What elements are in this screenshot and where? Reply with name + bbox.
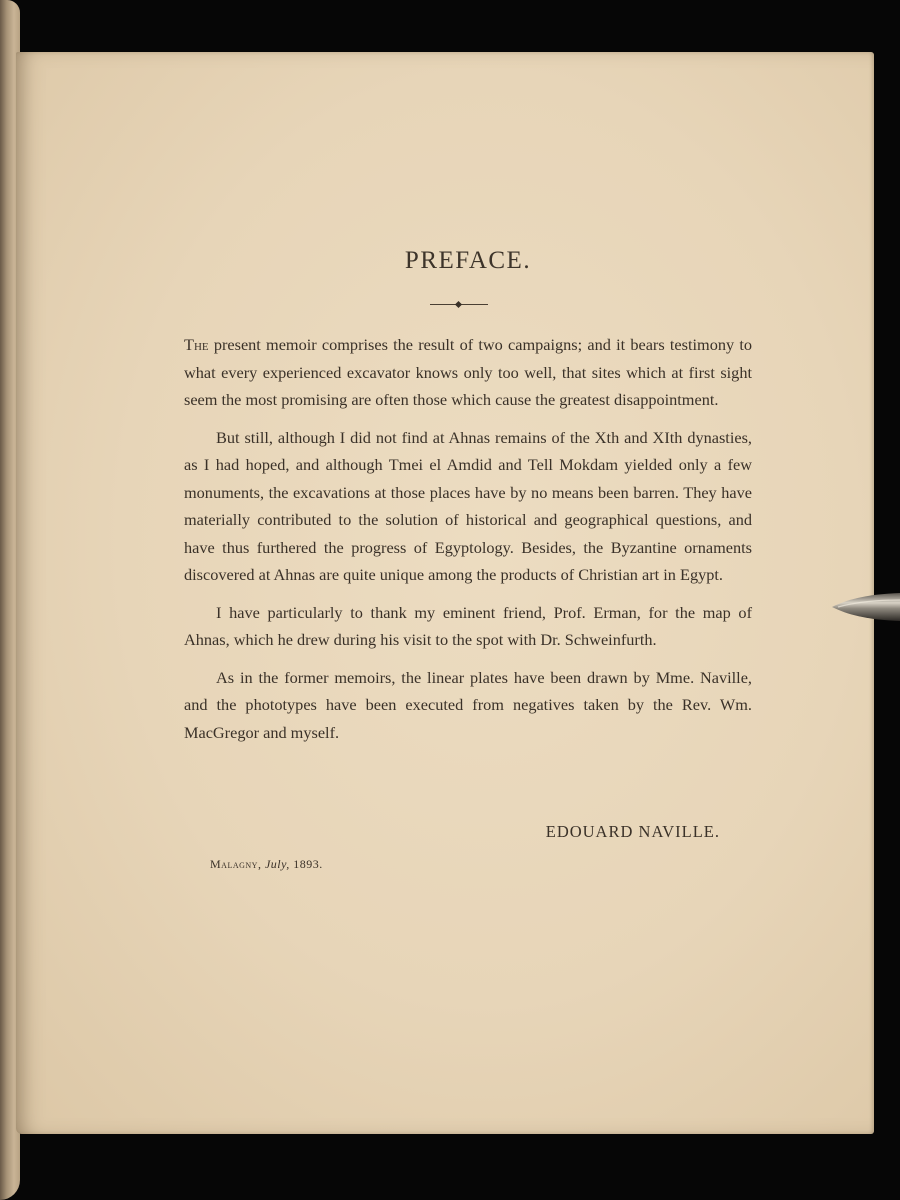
- date-month: July,: [264, 857, 290, 871]
- paragraph-1-text: present memoir comprises the result of two campaigns; and it bears testimony to what every experienced excavator knows only too well, that sites which at first sight seem the most promising are often those which cause the greatest disappointment.: [184, 335, 752, 409]
- preface-body: [184, 331, 752, 756]
- paragraph-3: I have particularly to thank my eminent friend, Prof. Erman, for the map of Ahnas, which he drew during his visit to the spot with Dr. Schweinfurth.: [184, 602, 752, 649]
- place-name: Malagny,: [210, 857, 262, 871]
- book-page: [16, 52, 874, 1134]
- rule-ornament-icon: [430, 302, 488, 308]
- author-signature: EDOUARD NAVILLE.: [545, 822, 720, 841]
- page-title: PREFACE.: [404, 247, 532, 274]
- place-date-line: [210, 857, 323, 872]
- paragraph-1-lead: The: [184, 335, 209, 354]
- paragraph-2: But still, although I did not find at Ahnas remains of the Xth and XIth dynasties, as I had hoped, and although Tmei el Amdid and Tell Mokdam yielded only a few monuments, the excavations at those places have by no means been barren. They have materially contributed to the solution of historical and geographical questions, and have thus furthered the progress of Egyptology. Besides, the Byzantine ornaments discovered at Ahnas are quite unique among the products of Christian art in Egypt.: [184, 427, 752, 584]
- date-year: 1893.: [293, 857, 323, 871]
- paragraph-4: As in the former memoirs, the linear plates have been drawn by Mme. Naville, and the phototypes have been executed from negatives taken by the Rev. Wm. MacGregor and myself.: [184, 667, 752, 742]
- metal-pointer-icon: [832, 590, 900, 624]
- paragraph-1: [184, 331, 752, 414]
